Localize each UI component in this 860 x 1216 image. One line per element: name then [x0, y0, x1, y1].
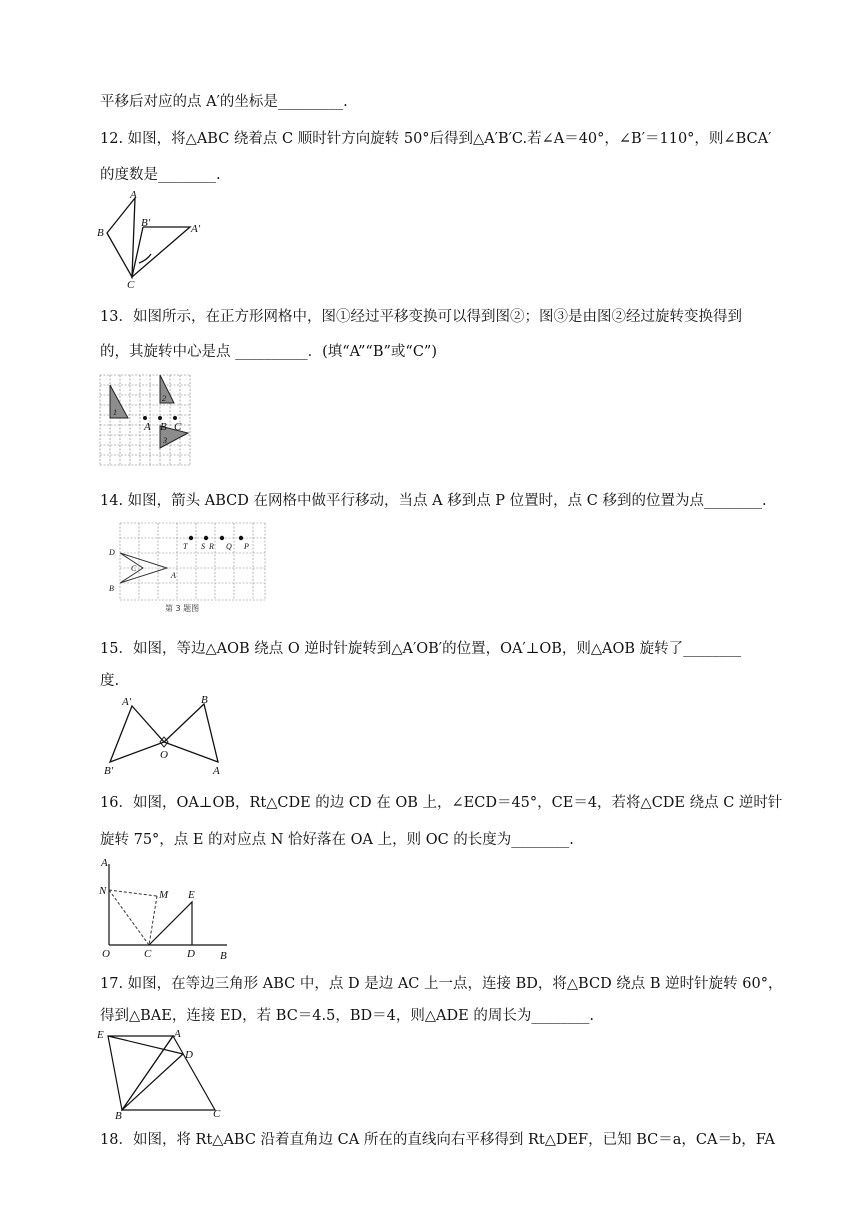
label-B: B — [220, 950, 227, 962]
label-O: O — [102, 948, 110, 960]
question-16-line-1: 16．如图，OA⊥OB，Rt△CDE 的边 CD 在 OB 上，∠ECD＝45°，CE＝4，若将△CDE 绕点 C 逆时针 — [100, 795, 783, 811]
label-C: C — [144, 948, 152, 960]
figure-13 — [98, 373, 193, 468]
figure-16 — [97, 852, 242, 962]
label-A: A — [171, 571, 176, 580]
label-T: T — [183, 542, 188, 551]
text-line-l1: 平移后对应的点 A′的坐标是_________. — [100, 94, 348, 110]
label-B: B — [115, 1110, 122, 1121]
label-B: B — [109, 584, 114, 593]
label-A-prime: A′ — [191, 223, 201, 235]
label-R: R — [209, 542, 214, 551]
label-B: B — [97, 227, 104, 239]
question-13-line-1: 13．如图所示，在正方形网格中，图①经过平移变换可以得到图②；图③是由图②经过旋转变换得到 — [100, 309, 742, 325]
question-17-line-2: 得到△BAE，连接 ED，若 BC＝4.5，BD＝4，则△ADE 的周长为________. — [100, 1008, 594, 1024]
label-C: C — [213, 1108, 221, 1120]
label-A-prime: A′ — [122, 696, 132, 708]
label-Q: Q — [226, 542, 232, 551]
question-15-line-2: 度. — [100, 673, 120, 689]
question-17-line-1: 17. 如图，在等边三角形 ABC 中，点 D 是边 AC 上一点，连接 BD，将△BCD 绕点 B 逆时针旋转 60°， — [100, 976, 783, 992]
label-B: B — [201, 694, 208, 706]
question-15-line-1: 15．如图，等边△AOB 绕点 O 逆时针旋转到△A′OB′的位置，OA′⊥OB，则△AOB 旋转了________ — [100, 641, 742, 657]
figure-14 — [105, 520, 270, 615]
label-shape-1: 1 — [113, 408, 117, 417]
label-A: A — [213, 765, 220, 777]
figure-17 — [95, 1026, 230, 1121]
label-A: A — [101, 857, 108, 869]
label-S: S — [201, 542, 205, 551]
question-18-line: 18．如图，将 Rt△ABC 沿着直角边 CA 所在的直线向右平移得到 Rt△DEF，已知 BC＝a，CA＝b，FA — [100, 1132, 776, 1148]
question-14-line: 14. 如图，箭头 ABCD 在网格中做平行移动，当点 A 移到点 P 位置时，点 C 移到的位置为点________. — [100, 493, 767, 509]
question-12-line-1: 12. 如图，将△ABC 绕着点 C 顺时针方向旋转 50°后得到△A′B′C.若∠A＝40°，∠B′＝110°，则∠BCA′ — [100, 131, 772, 147]
label-D: D — [185, 1049, 193, 1061]
label-shape-2: 2 — [162, 394, 166, 403]
label-shape-3: 3 — [163, 436, 167, 445]
label-D: D — [187, 948, 195, 960]
label-D: D — [109, 548, 115, 557]
label-C: C — [131, 564, 137, 573]
label-B-prime: B′ — [141, 217, 151, 229]
question-12-line-2: 的度数是________. — [100, 167, 221, 183]
figure-caption: 第 3 题图 — [165, 604, 200, 613]
question-16-line-2: 旋转 75°，点 E 的对应点 N 恰好落在 OA 上，则 OC 的长度为________. — [100, 832, 574, 848]
label-M: M — [159, 889, 169, 901]
figure-15 — [100, 692, 230, 777]
label-C: C — [174, 421, 182, 433]
question-13-line-2: 的，其旋转中心是点 __________．(填“A”“B”或“C”) — [100, 344, 437, 360]
label-A: A — [174, 1028, 181, 1040]
label-E: E — [188, 889, 195, 901]
label-N: N — [99, 885, 107, 897]
label-P: P — [244, 542, 249, 551]
label-B: B — [160, 421, 167, 433]
label-E: E — [97, 1029, 104, 1041]
label-B-prime: B′ — [104, 765, 114, 777]
label-C: C — [127, 279, 135, 290]
label-O: O — [160, 749, 168, 761]
label-A: A — [144, 421, 151, 433]
label-A: A — [130, 190, 137, 201]
figure-12 — [95, 190, 210, 290]
